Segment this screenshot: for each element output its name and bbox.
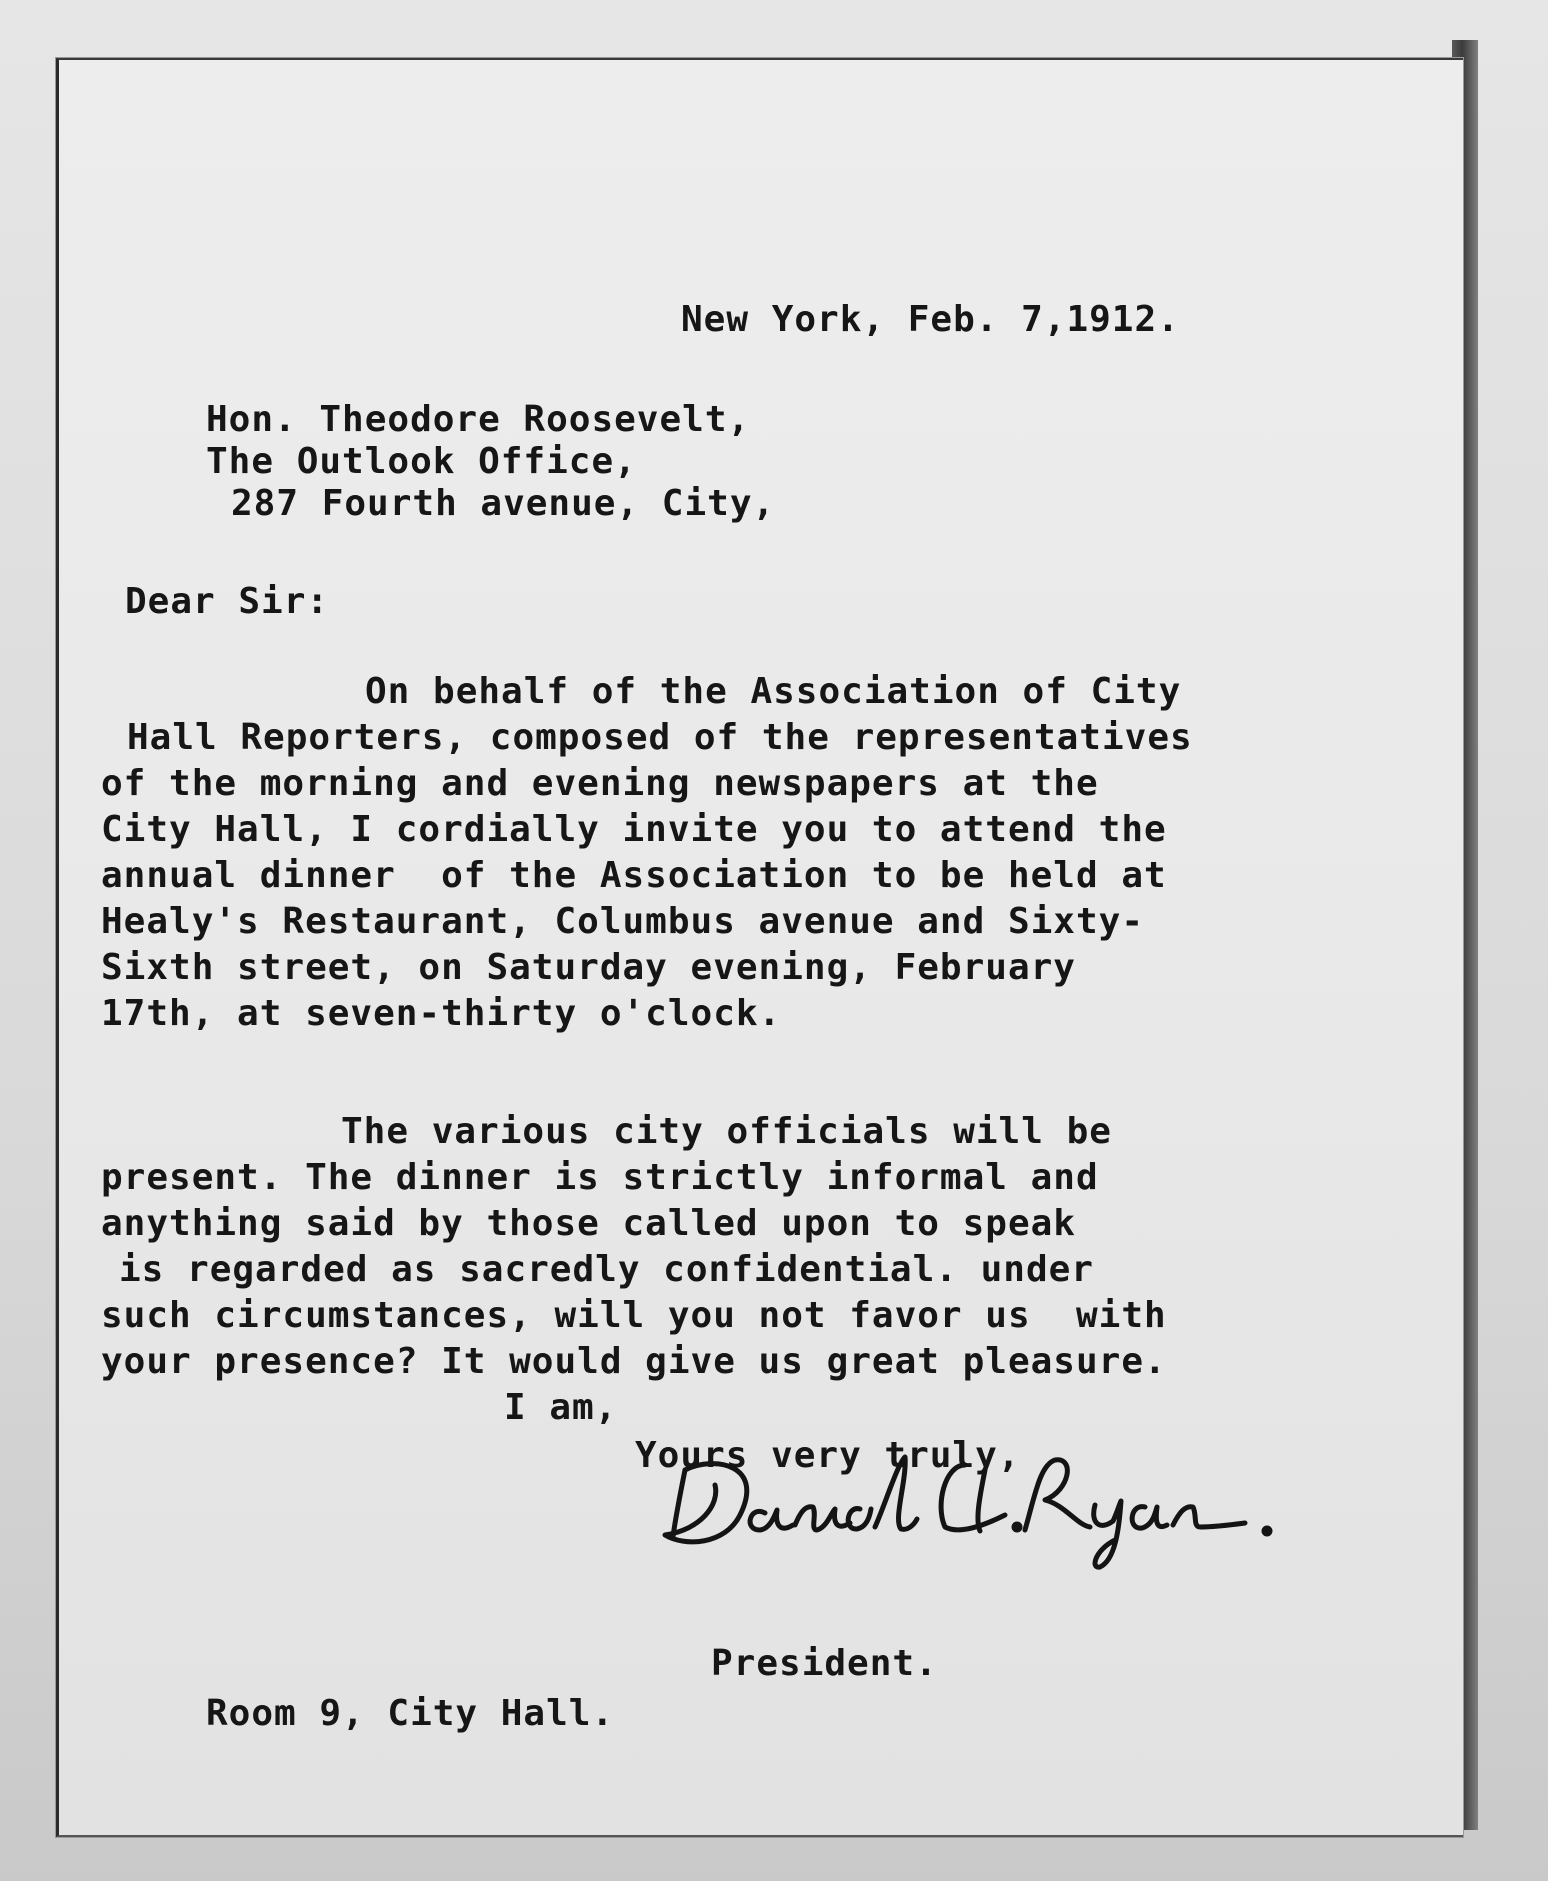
paragraph1-line-3: of the morning and evening newspapers at the [101,763,1099,804]
paragraph2-line-5: such circumstances, will you not favor us with [101,1295,1167,1336]
paragraph2-line-2: present. The dinner is strictly informal and [101,1157,1099,1198]
paragraph2-line-3: anything said by those called upon to speak [101,1203,1076,1244]
handwritten-signature [645,1435,1275,1575]
paragraph1-line-1: On behalf of the Association of City [365,671,1182,712]
paragraph2-line-1: The various city officials will be [341,1111,1112,1152]
recipient-line-3: 287 Fourth avenue, City, [231,483,776,524]
closing-yours-truly: Yours very truly, [635,1435,1021,1476]
dateline: New York, Feb. 7,1912. [681,299,1180,340]
signatory-title: President. [711,1643,938,1684]
paragraph2-line-6: your presence? It would give us great pleasure. [101,1341,1167,1382]
paragraph1-line-8: 17th, at seven-thirty o'clock. [101,993,782,1034]
paragraph1-line-5: annual dinner of the Association to be held at [101,855,1167,896]
paragraph1-line-2: Hall Reporters, composed of the representatives [127,717,1193,758]
paragraph1-line-4: City Hall, I cordially invite you to attend the [101,809,1167,850]
paragraph1-line-6: Healy's Restaurant, Columbus avenue and Sixty- [101,901,1144,942]
paragraph2-line-4: is regarded as sacredly confidential. under [119,1249,1094,1290]
sender-address: Room 9, City Hall. [206,1693,615,1734]
recipient-line-1: Hon. Theodore Roosevelt, [206,399,751,440]
recipient-line-2: The Outlook Office, [206,441,637,482]
closing-i-am: I am, [504,1387,618,1428]
salutation: Dear Sir: [125,581,330,622]
paragraph1-line-7: Sixth street, on Saturday evening, February [101,947,1076,988]
